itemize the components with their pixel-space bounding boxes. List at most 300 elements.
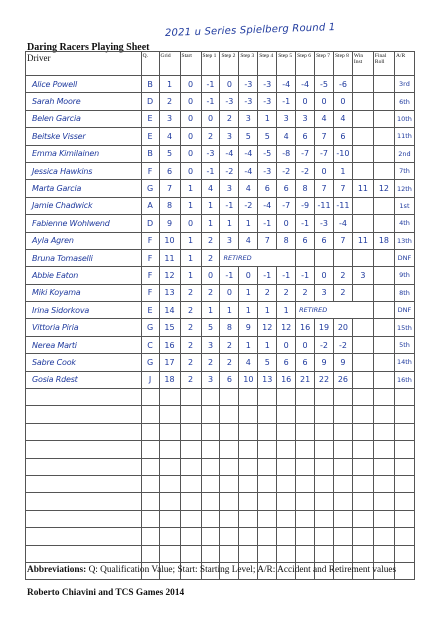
table-cell: B [141, 76, 159, 93]
table-row [26, 110, 415, 127]
empty-cell [373, 510, 394, 527]
table-cell: -4 [333, 215, 352, 232]
empty-cell [352, 545, 373, 562]
table-cell: -5 [258, 145, 277, 162]
table-row [26, 545, 415, 562]
empty-cell [277, 545, 296, 562]
table-cell: -1 [201, 162, 220, 179]
ar-cell: 2nd [394, 145, 414, 162]
table-cell: 13 [258, 371, 277, 388]
table-cell: 6 [315, 232, 334, 249]
results-table [25, 51, 415, 580]
empty-cell [239, 441, 258, 458]
table-row [26, 528, 415, 545]
empty-cell [159, 389, 180, 406]
table-cell: 11 [159, 249, 180, 266]
table-row [26, 354, 415, 371]
table-cell [352, 354, 373, 371]
driver-name: Belen Garcia [26, 110, 142, 127]
table-cell [352, 110, 373, 127]
empty-cell [239, 458, 258, 475]
empty-cell [394, 406, 414, 423]
ar-cell: 14th [394, 354, 414, 371]
table-cell: 1 [239, 215, 258, 232]
retired-marker: RETIRED [220, 249, 296, 266]
empty-cell [394, 545, 414, 562]
table-cell: F [141, 284, 159, 301]
table-row [26, 389, 415, 406]
empty-cell [333, 389, 352, 406]
empty-cell [333, 441, 352, 458]
table-cell: 3 [315, 284, 334, 301]
table-cell: -4 [296, 76, 315, 93]
empty-cell [180, 510, 201, 527]
table-cell [315, 249, 334, 266]
ar-cell: 11th [394, 128, 414, 145]
table-cell [352, 76, 373, 93]
table-cell: 1 [220, 302, 239, 319]
empty-cell [277, 389, 296, 406]
table-cell: 0 [180, 145, 201, 162]
table-cell [373, 354, 394, 371]
table-cell: -1 [201, 76, 220, 93]
table-cell: F [141, 162, 159, 179]
table-cell: 0 [277, 215, 296, 232]
empty-cell [159, 528, 180, 545]
empty-cell [258, 423, 277, 440]
empty-cell [201, 389, 220, 406]
table-cell: -2 [296, 162, 315, 179]
table-cell: 7 [159, 180, 180, 197]
empty-cell [239, 475, 258, 492]
table-cell: 0 [315, 93, 334, 110]
empty-cell [159, 493, 180, 510]
table-cell: 6 [159, 162, 180, 179]
table-cell: -1 [258, 267, 277, 284]
table-cell: 5 [258, 128, 277, 145]
driver-name: Marta Garcia [26, 180, 142, 197]
table-cell: 8 [159, 197, 180, 214]
driver-name-empty [26, 545, 142, 562]
table-cell: 1 [159, 76, 180, 93]
table-cell [373, 249, 394, 266]
table-cell: 2 [220, 110, 239, 127]
table-cell: 6 [296, 232, 315, 249]
empty-cell [277, 510, 296, 527]
empty-cell [277, 441, 296, 458]
empty-cell [180, 493, 201, 510]
empty-cell [277, 528, 296, 545]
table-cell [352, 215, 373, 232]
empty-cell [296, 493, 315, 510]
table-cell: 2 [201, 249, 220, 266]
empty-cell [180, 389, 201, 406]
empty-cell [180, 441, 201, 458]
table-cell: 20 [333, 319, 352, 336]
table-cell: -2 [333, 336, 352, 353]
empty-cell [201, 493, 220, 510]
table-cell: -10 [333, 145, 352, 162]
empty-cell [373, 545, 394, 562]
ar-cell: 7th [394, 162, 414, 179]
driver-name: Abbie Eaton [26, 267, 142, 284]
empty-cell [141, 406, 159, 423]
driver-name: Beitske Visser [26, 128, 142, 145]
table-cell: -3 [315, 215, 334, 232]
table-cell [373, 371, 394, 388]
empty-cell [333, 423, 352, 440]
empty-cell [258, 406, 277, 423]
table-cell: 5 [201, 319, 220, 336]
table-row [26, 128, 415, 145]
ar-cell: 12th [394, 180, 414, 197]
table-cell: 6 [258, 180, 277, 197]
table-cell: 1 [333, 162, 352, 179]
empty-cell [296, 528, 315, 545]
driver-name: Fabienne Wohlwend [26, 215, 142, 232]
table-cell [373, 145, 394, 162]
empty-cell [352, 389, 373, 406]
ar-cell: 10th [394, 110, 414, 127]
empty-cell [333, 475, 352, 492]
table-cell: 1 [180, 267, 201, 284]
table-cell: 11 [352, 232, 373, 249]
table-cell: -3 [239, 76, 258, 93]
table-row [26, 197, 415, 214]
empty-cell [220, 475, 239, 492]
driver-name-empty [26, 475, 142, 492]
empty-cell [394, 389, 414, 406]
table-cell: 16 [159, 336, 180, 353]
credits: Roberto Chiavini and TCS Games 2014 [27, 588, 185, 598]
table-cell: -3 [258, 162, 277, 179]
table-cell: -6 [333, 76, 352, 93]
table-cell: 3 [296, 110, 315, 127]
table-cell: 6 [277, 354, 296, 371]
table-cell: 1 [258, 302, 277, 319]
empty-cell [394, 510, 414, 527]
table-cell: -3 [258, 76, 277, 93]
empty-cell [239, 406, 258, 423]
empty-cell [201, 545, 220, 562]
table-cell [296, 249, 315, 266]
table-cell: 17 [159, 354, 180, 371]
table-cell [373, 215, 394, 232]
empty-cell [296, 389, 315, 406]
table-cell [373, 162, 394, 179]
table-cell: 1 [220, 215, 239, 232]
driver-name: Miki Koyama [26, 284, 142, 301]
empty-cell [333, 545, 352, 562]
empty-cell [159, 441, 180, 458]
empty-cell [258, 510, 277, 527]
table-cell: 3 [159, 110, 180, 127]
table-cell: G [141, 354, 159, 371]
table-row [26, 493, 415, 510]
column-header: Step 4 [258, 52, 277, 76]
table-cell: A [141, 197, 159, 214]
table-cell: 0 [220, 284, 239, 301]
table-cell: 2 [333, 284, 352, 301]
empty-cell [394, 423, 414, 440]
empty-cell [239, 423, 258, 440]
empty-cell [141, 475, 159, 492]
table-cell: 13 [159, 284, 180, 301]
table-cell [373, 267, 394, 284]
table-cell: -11 [315, 197, 334, 214]
table-cell: -1 [220, 267, 239, 284]
ar-cell: 15th [394, 319, 414, 336]
table-cell [352, 319, 373, 336]
table-cell: 19 [315, 319, 334, 336]
table-cell: 2 [180, 336, 201, 353]
empty-cell [201, 423, 220, 440]
driver-name-empty [26, 493, 142, 510]
table-cell: 0 [315, 267, 334, 284]
table-cell: 3 [239, 110, 258, 127]
empty-cell [373, 441, 394, 458]
empty-cell [258, 475, 277, 492]
empty-cell [352, 493, 373, 510]
ar-cell: 3rd [394, 76, 414, 93]
table-cell: 9 [159, 215, 180, 232]
table-cell [373, 128, 394, 145]
ar-cell: 13th [394, 232, 414, 249]
empty-cell [180, 475, 201, 492]
ar-cell: 6th [394, 93, 414, 110]
table-cell [352, 162, 373, 179]
driver-name-empty [26, 510, 142, 527]
table-row [26, 510, 415, 527]
sheet-title: Daring Racers Playing Sheet [27, 42, 150, 53]
empty-cell [296, 475, 315, 492]
table-cell: -3 [258, 93, 277, 110]
empty-cell [141, 528, 159, 545]
empty-cell [220, 389, 239, 406]
table-cell: 0 [180, 110, 201, 127]
table-cell [373, 110, 394, 127]
table-cell: C [141, 336, 159, 353]
table-cell: 0 [180, 162, 201, 179]
retired-marker: RETIRED [296, 302, 374, 319]
table-cell: 9 [315, 354, 334, 371]
table-row [26, 371, 415, 388]
table-cell: 1 [239, 302, 258, 319]
table-row [26, 267, 415, 284]
driver-name-empty [26, 406, 142, 423]
table-cell: 2 [180, 354, 201, 371]
empty-cell [220, 545, 239, 562]
table-cell: 6 [277, 180, 296, 197]
empty-cell [159, 510, 180, 527]
table-cell [352, 145, 373, 162]
empty-cell [352, 510, 373, 527]
table-cell: -4 [239, 145, 258, 162]
empty-cell [315, 458, 334, 475]
table-cell: B [141, 145, 159, 162]
table-cell: 8 [220, 319, 239, 336]
table-cell [373, 336, 394, 353]
empty-cell [180, 528, 201, 545]
table-cell: 22 [315, 371, 334, 388]
table-cell: 2 [201, 128, 220, 145]
table-cell: F [141, 232, 159, 249]
table-cell: 4 [201, 180, 220, 197]
header-row [26, 52, 415, 76]
table-cell: 12 [373, 180, 394, 197]
empty-cell [201, 458, 220, 475]
table-cell: D [141, 93, 159, 110]
table-cell: 18 [159, 371, 180, 388]
table-cell: 3 [220, 180, 239, 197]
empty-cell [333, 458, 352, 475]
empty-cell [277, 406, 296, 423]
driver-name: Jamie Chadwick [26, 197, 142, 214]
table-cell: 8 [296, 180, 315, 197]
empty-cell [373, 528, 394, 545]
table-cell: 2 [201, 284, 220, 301]
table-row [26, 180, 415, 197]
table-cell: 4 [239, 232, 258, 249]
table-cell: -2 [277, 162, 296, 179]
table-row [26, 284, 415, 301]
empty-cell [296, 423, 315, 440]
table-cell: 3 [201, 336, 220, 353]
empty-cell [394, 458, 414, 475]
empty-cell [296, 441, 315, 458]
empty-cell [201, 528, 220, 545]
column-header: Step 7 [315, 52, 334, 76]
empty-cell [315, 510, 334, 527]
table-cell: 4 [333, 110, 352, 127]
empty-cell [373, 389, 394, 406]
table-cell: 3 [277, 110, 296, 127]
column-header-driver: Driver [26, 52, 142, 76]
table-row [26, 76, 415, 93]
table-cell: 6 [333, 128, 352, 145]
table-cell: 12 [258, 319, 277, 336]
table-cell [373, 284, 394, 301]
table-cell: 2 [201, 232, 220, 249]
table-cell: -4 [239, 162, 258, 179]
table-cell: 2 [220, 336, 239, 353]
empty-cell [220, 406, 239, 423]
table-cell: 7 [258, 232, 277, 249]
table-cell: -4 [258, 197, 277, 214]
empty-cell [394, 562, 414, 579]
empty-cell [296, 406, 315, 423]
table-cell: F [141, 249, 159, 266]
table-cell: 2 [180, 302, 201, 319]
table-cell: -3 [201, 145, 220, 162]
table-row [26, 215, 415, 232]
table-cell: 1 [201, 197, 220, 214]
table-cell: 2 [333, 267, 352, 284]
table-cell: 10 [239, 371, 258, 388]
empty-cell [180, 545, 201, 562]
table-cell: 0 [296, 93, 315, 110]
table-row [26, 406, 415, 423]
driver-name: Jessica Hawkins [26, 162, 142, 179]
empty-cell [333, 510, 352, 527]
table-cell: 0 [201, 267, 220, 284]
empty-cell [352, 475, 373, 492]
empty-cell [315, 528, 334, 545]
table-cell: -7 [296, 145, 315, 162]
table-cell: 10 [159, 232, 180, 249]
driver-name: Sabre Cook [26, 354, 142, 371]
driver-name: Irina Sidorkova [26, 302, 142, 319]
driver-name: Nerea Marti [26, 336, 142, 353]
table-cell: E [141, 128, 159, 145]
empty-cell [180, 406, 201, 423]
empty-cell [141, 389, 159, 406]
empty-cell [258, 458, 277, 475]
driver-name: Sarah Moore [26, 93, 142, 110]
table-cell: D [141, 215, 159, 232]
empty-cell [159, 406, 180, 423]
driver-name: Bruna Tomaselli [26, 249, 142, 266]
table-cell: 1 [180, 249, 201, 266]
table-row [26, 475, 415, 492]
table-cell: G [141, 319, 159, 336]
table-cell [333, 249, 352, 266]
table-cell: -1 [201, 93, 220, 110]
table-cell: -1 [258, 215, 277, 232]
empty-cell [315, 389, 334, 406]
table-cell: 6 [296, 354, 315, 371]
table-cell: 5 [239, 128, 258, 145]
table-cell: 7 [333, 232, 352, 249]
table-cell: -1 [296, 267, 315, 284]
column-header: Step 3 [239, 52, 258, 76]
empty-cell [141, 545, 159, 562]
table-cell: 1 [180, 180, 201, 197]
empty-cell [258, 545, 277, 562]
table-cell: 9 [239, 319, 258, 336]
column-header: Q. [141, 52, 159, 76]
table-cell: 1 [239, 336, 258, 353]
table-cell [373, 76, 394, 93]
column-header: Step 5 [277, 52, 296, 76]
driver-name: Vittoria Piria [26, 319, 142, 336]
empty-cell [352, 423, 373, 440]
column-header: Win Inst [352, 52, 373, 76]
empty-cell [239, 545, 258, 562]
table-cell: 0 [180, 76, 201, 93]
table-cell: 4 [239, 180, 258, 197]
empty-cell [315, 493, 334, 510]
column-header: Start [180, 52, 201, 76]
empty-cell [277, 475, 296, 492]
driver-name: Alice Powell [26, 76, 142, 93]
driver-name: Ayla Agren [26, 232, 142, 249]
table-cell: 15 [159, 319, 180, 336]
table-cell: 5 [258, 354, 277, 371]
table-cell: 7 [333, 180, 352, 197]
table-cell: 0 [296, 336, 315, 353]
column-header: Grid [159, 52, 180, 76]
table-cell: 7 [315, 128, 334, 145]
table-cell: -5 [315, 76, 334, 93]
empty-cell [220, 441, 239, 458]
table-cell: 12 [277, 319, 296, 336]
empty-cell [180, 423, 201, 440]
table-cell: -3 [239, 93, 258, 110]
empty-cell [315, 475, 334, 492]
table-cell: 0 [239, 267, 258, 284]
table-cell: 26 [333, 371, 352, 388]
